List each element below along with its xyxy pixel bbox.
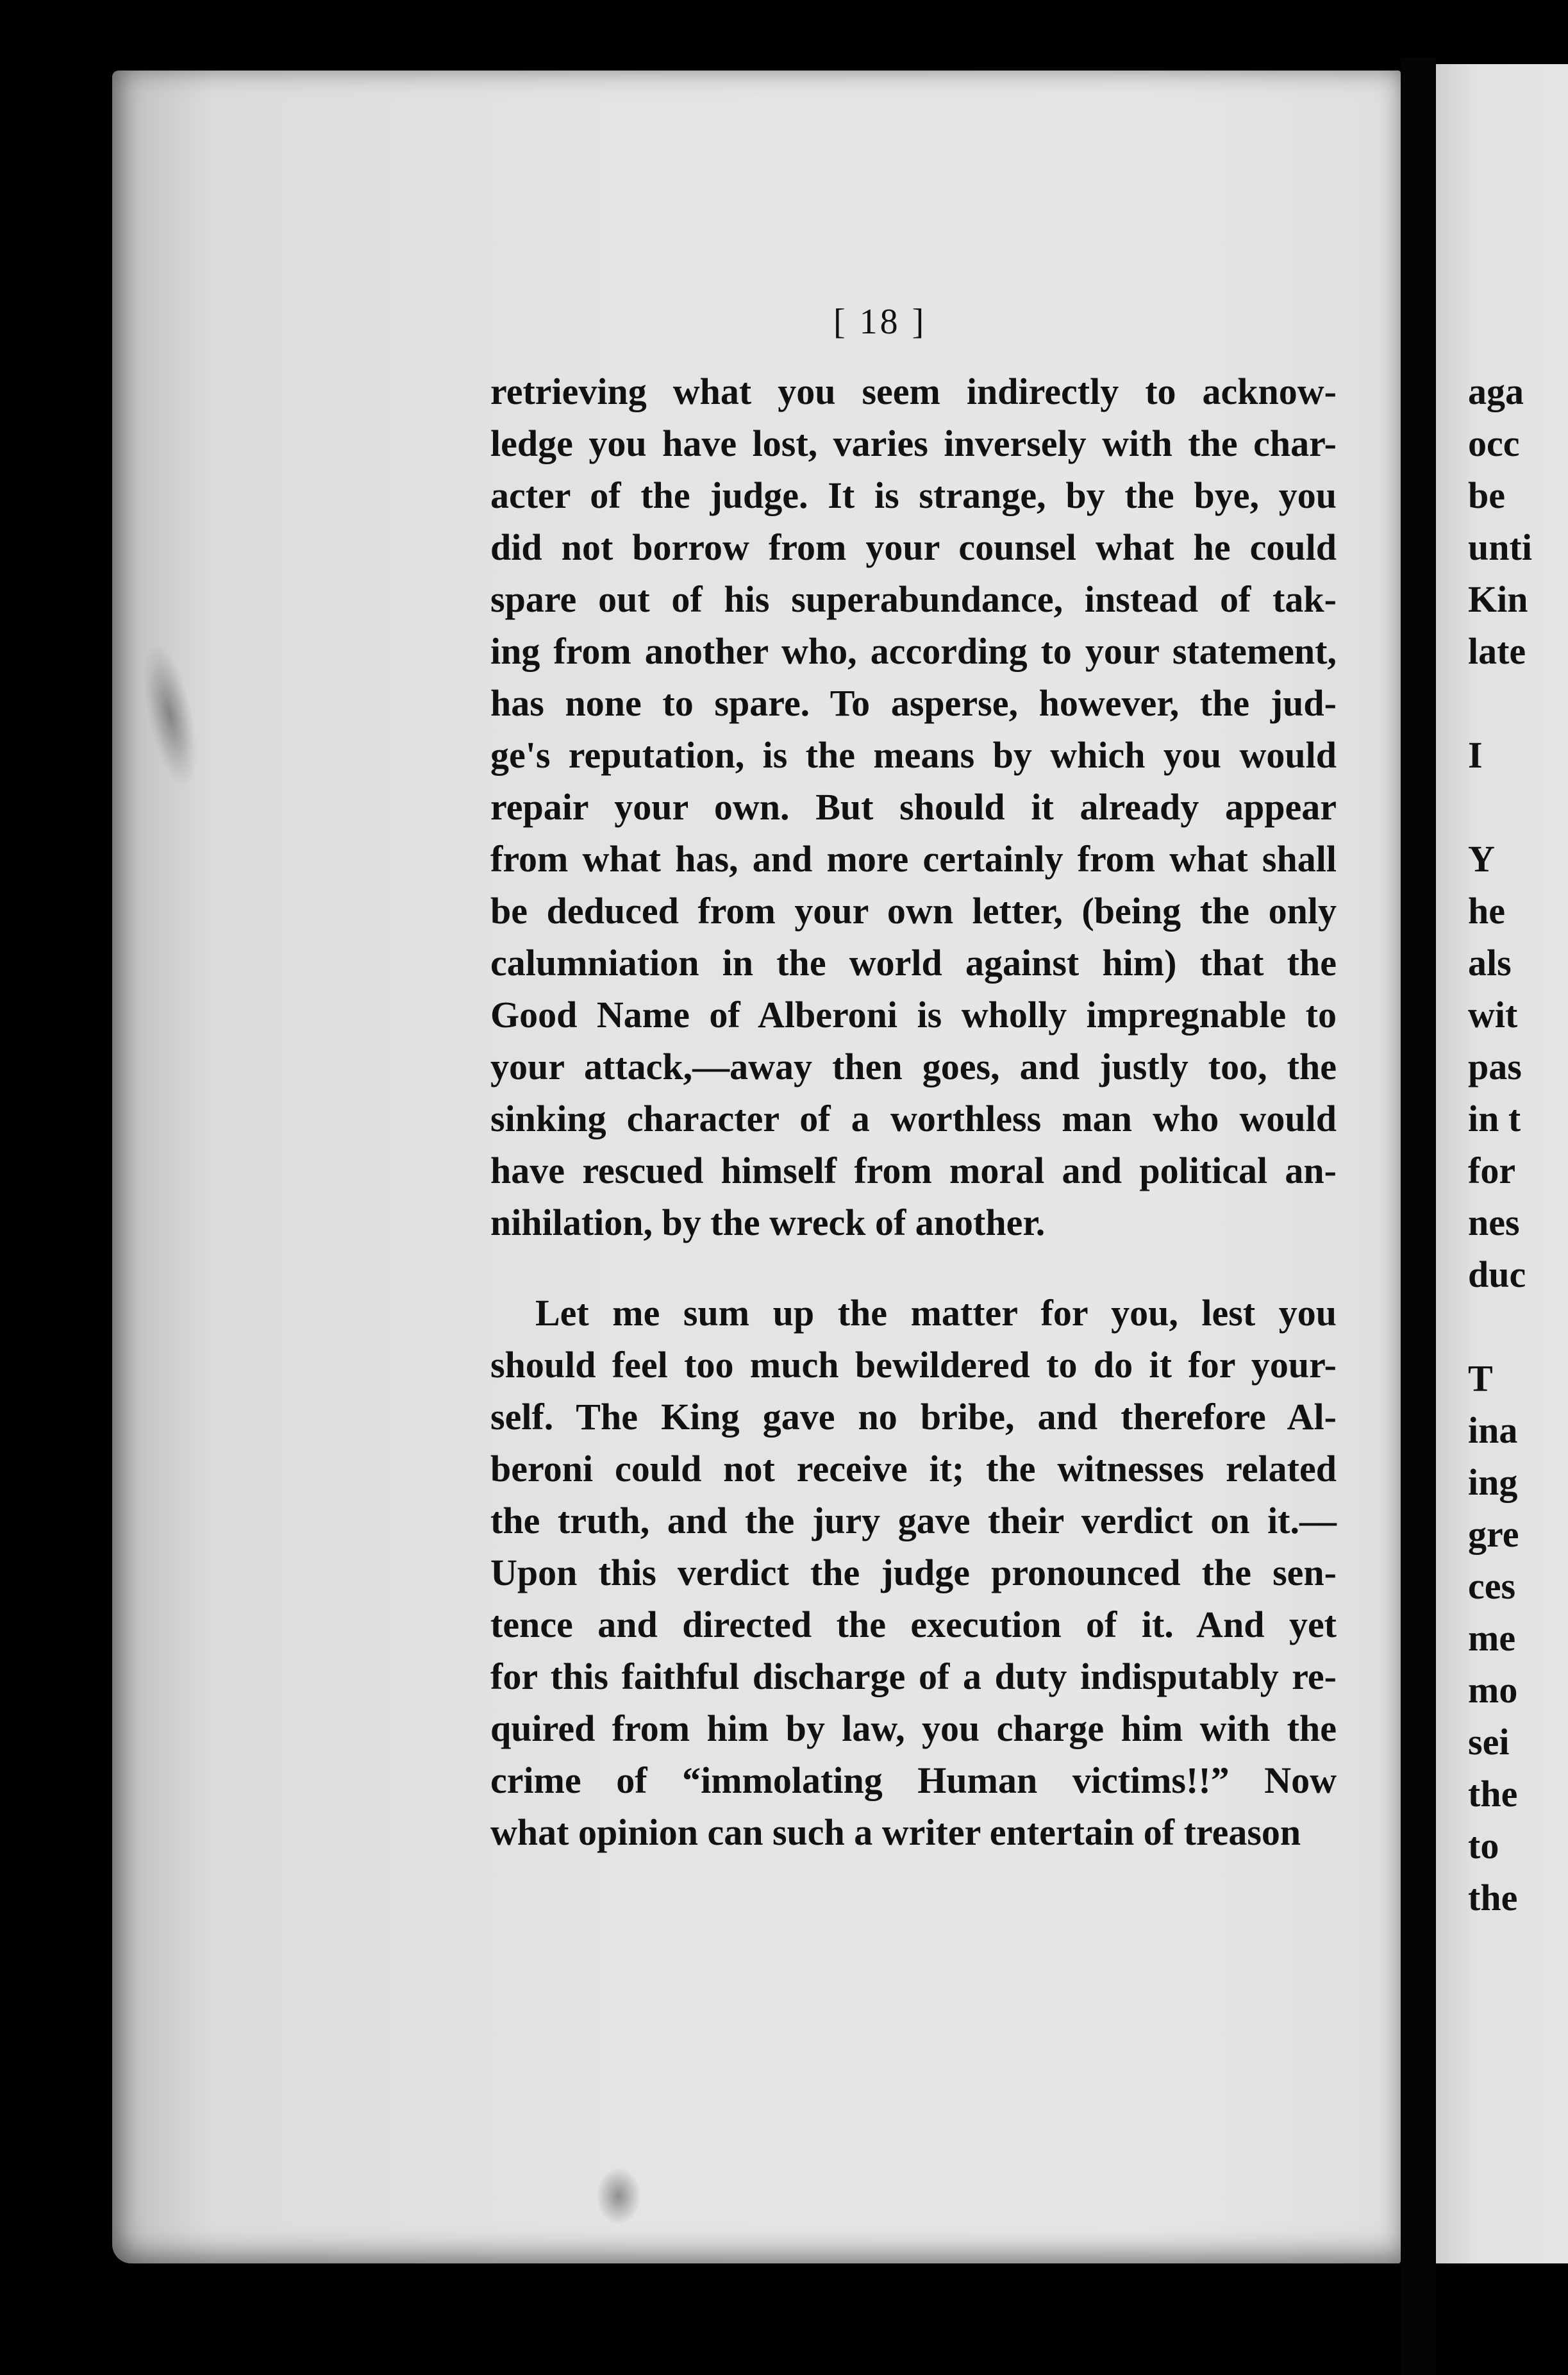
paragraph-gap: [490, 1248, 1337, 1287]
text-line: retrieving what you seem indirectly to acknow-: [490, 371, 1337, 412]
fragment-line: the: [1468, 1773, 1518, 1815]
fragment-line: late: [1468, 630, 1526, 672]
fragment-line: nes: [1468, 1202, 1520, 1243]
fragment-line: [1468, 677, 1568, 729]
fragment-line: the: [1468, 1877, 1518, 1918]
text-line: should feel too much bewildered to do it for your-: [490, 1344, 1337, 1386]
paragraph-1: [490, 365, 1337, 1248]
fragment-line: me: [1468, 1617, 1516, 1659]
text-line: be deduced from your own letter, (being the only: [490, 890, 1337, 932]
fragment-line: he: [1468, 890, 1505, 932]
fragment-line: [1468, 781, 1568, 833]
fragment-line: ces: [1468, 1565, 1516, 1607]
text-line: beroni could not receive it; the witnesses related: [490, 1448, 1337, 1490]
left-page-text: [490, 365, 1337, 1858]
text-line: sinking character of a worthless man who would: [490, 1098, 1337, 1139]
text-line: quired from him by law, you charge him with the: [490, 1708, 1337, 1749]
text-line: your attack,—away then goes, and justly too, the: [490, 1046, 1337, 1087]
fragment-line: occ: [1468, 423, 1520, 464]
fragment-line: duc: [1468, 1254, 1526, 1295]
fragment-line: to: [1468, 1825, 1499, 1867]
fragment-line: in t: [1468, 1098, 1521, 1139]
paragraph-2: [490, 1287, 1337, 1858]
book-gutter: [1401, 58, 1436, 2375]
text-line: what opinion can such a writer entertain of treason: [490, 1811, 1301, 1853]
fragment-line: aga: [1468, 371, 1524, 412]
text-line: ledge you have lost, varies inversely with the char-: [490, 423, 1337, 464]
fragment-line: sei: [1468, 1721, 1510, 1763]
right-page-text: [1468, 365, 1568, 1924]
fragment-line: ina: [1468, 1409, 1518, 1451]
fragment-line: gre: [1468, 1513, 1519, 1555]
page-number: [ 18 ]: [833, 302, 927, 342]
text-line: have rescued himself from moral and political an-: [490, 1150, 1337, 1191]
text-line: the truth, and the jury gave their verdict on it.—: [490, 1500, 1337, 1541]
text-line: has none to spare. To asperse, however, the jud-: [490, 682, 1337, 724]
text-line: acter of the judge. It is strange, by the bye, you: [490, 474, 1337, 516]
text-line: for this faithful discharge of a duty indisputably re-: [490, 1656, 1337, 1697]
fragment-line: Kin: [1468, 578, 1528, 620]
fragment-line: Y: [1468, 838, 1495, 880]
fragment-line: unti: [1468, 526, 1532, 568]
text-line: tence and directed the execution of it. And yet: [490, 1604, 1337, 1645]
text-line: ge's reputation, is the means by which you would: [490, 734, 1337, 776]
fragment-line: T: [1468, 1357, 1493, 1399]
fragment-line: I: [1468, 734, 1483, 776]
text-line: Upon this verdict the judge pronounced the sen-: [490, 1552, 1337, 1593]
fragment-line: wit: [1468, 994, 1518, 1036]
bottom-smudge: [596, 2167, 641, 2225]
text-line: Good Name of Alberoni is wholly impregnable to: [490, 994, 1337, 1036]
fragment-line: for: [1468, 1150, 1516, 1191]
fragment-line: ing: [1468, 1461, 1518, 1503]
fragment-line: mo: [1468, 1669, 1518, 1711]
text-line: repair your own. But should it already appear: [490, 786, 1337, 828]
text-line: from what has, and more certainly from what shall: [490, 838, 1337, 880]
fragment-line: [1468, 1300, 1568, 1352]
text-line: ing from another who, according to your statement,: [490, 630, 1337, 672]
fragment-line: pas: [1468, 1046, 1522, 1087]
text-line: self. The King gave no bribe, and therefore Al-: [490, 1396, 1337, 1438]
fragment-line: be: [1468, 474, 1505, 516]
text-line: did not borrow from your counsel what he could: [490, 526, 1337, 568]
text-line: calumniation in the world against him) that the: [490, 942, 1337, 984]
text-line: Let me sum up the matter for you, lest you: [535, 1292, 1337, 1334]
text-line: nihilation, by the wreck of another.: [490, 1202, 1046, 1243]
text-line: spare out of his superabundance, instead of tak-: [490, 578, 1337, 620]
fragment-line: als: [1468, 942, 1512, 984]
text-line: crime of “immolating Human victims!!” Now: [490, 1759, 1337, 1801]
